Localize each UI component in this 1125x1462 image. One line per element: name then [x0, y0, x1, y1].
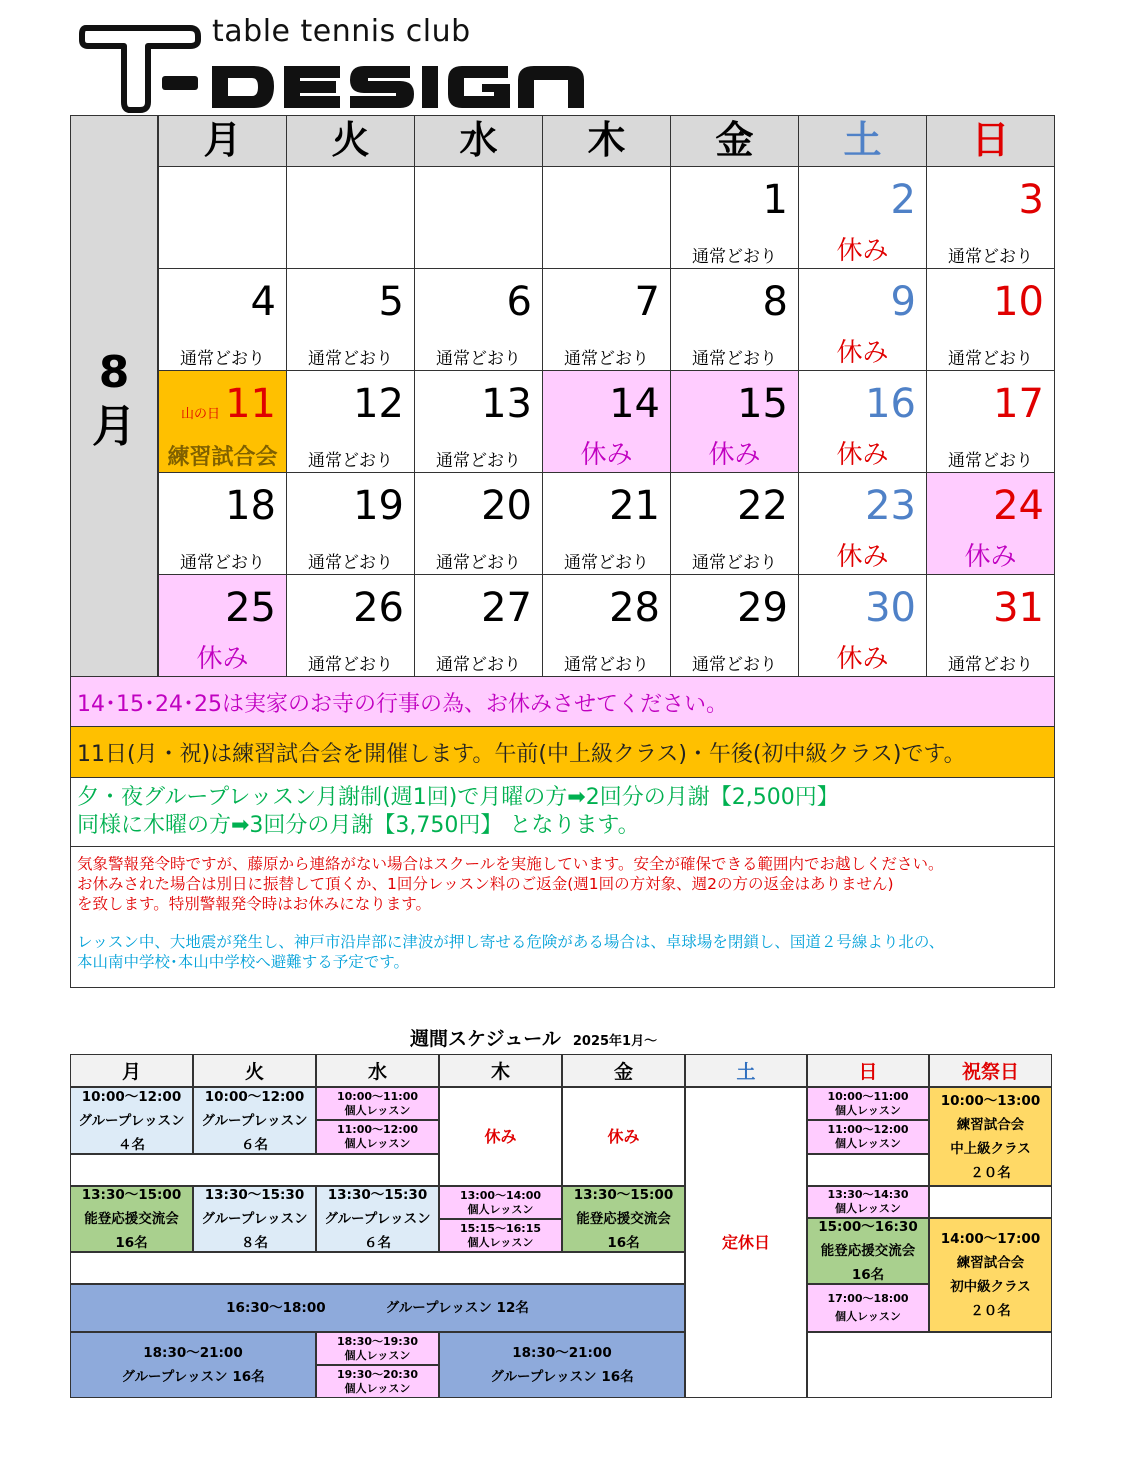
- weekday-evening-group: 16:30～18:00 グループレッスン 12名: [70, 1284, 685, 1332]
- notice-safety: [70, 847, 1055, 988]
- calendar-day-cell: [414, 472, 543, 575]
- tue-afternoon-group: 13:30～15:30 グループレッスン ８名: [193, 1186, 316, 1252]
- weekday-blank: [70, 1252, 685, 1284]
- mon-tue-night-group: 18:30～21:00 グループレッスン 16名: [70, 1332, 316, 1398]
- sun-holiday-blank: [807, 1332, 1052, 1398]
- schedule-day-header: 火: [193, 1054, 316, 1087]
- weather-warning-line-1: 気象警報発令時ですが、藤原から連絡がない場合はスクールを実施しています。安全が確保できる範囲内でお越しください。: [77, 855, 944, 873]
- thu-fri-night-group: 18:30～21:00 グループレッスン 16名: [439, 1332, 685, 1398]
- calendar-day-cell: [670, 472, 799, 575]
- weekday-header: 火: [286, 115, 415, 167]
- day-number: 22: [737, 483, 788, 529]
- schedule-since: 2025年1月～: [572, 1034, 658, 1049]
- day-status: 通常どおり: [436, 655, 521, 675]
- weather-warning-line-3: を致します。特別警報発令時はお休みになります。: [77, 895, 432, 913]
- schedule-day-header: 金: [562, 1054, 685, 1087]
- day-number: 10: [993, 279, 1044, 325]
- day-number: 20: [481, 483, 532, 529]
- calendar-day-cell: [926, 574, 1055, 677]
- day-status: 通常どおり: [308, 349, 393, 369]
- calendar-day-cell: [542, 268, 671, 371]
- calendar-day-cell: [286, 370, 415, 473]
- wed-private-1: 10:00～11:00 個人レッスン: [316, 1087, 439, 1120]
- calendar-day-cell: [158, 472, 287, 575]
- calendar-day-cell: [286, 268, 415, 371]
- thu-private-2: 15:15～16:15 個人レッスン: [439, 1219, 562, 1252]
- day-status: 通常どおり: [692, 553, 777, 573]
- day-number: 26: [353, 585, 404, 631]
- schedule-day-header: 土: [685, 1054, 807, 1087]
- calendar-day-cell: [798, 472, 927, 575]
- calendar-day-cell: [926, 166, 1055, 269]
- day-status: 休み: [196, 644, 249, 674]
- sun-private-1: 10:00～11:00 個人レッスン: [807, 1087, 929, 1120]
- weekday-header: 日: [926, 115, 1055, 167]
- sat-closed: 定休日: [685, 1087, 807, 1398]
- day-number: 4: [250, 279, 276, 325]
- holiday-match-advanced: 10:00～13:00 練習試合会 中上級クラス ２０名: [929, 1087, 1052, 1186]
- holiday-blank: [929, 1186, 1052, 1218]
- schedule-day-header: 水: [316, 1054, 439, 1087]
- day-number: 5: [378, 279, 404, 325]
- calendar-day-cell: [798, 370, 927, 473]
- calendar-day-cell: [670, 574, 799, 677]
- day-number: 16: [865, 381, 916, 427]
- day-number: 15: [737, 381, 788, 427]
- day-number: 21: [609, 483, 660, 529]
- weekday-header: 木: [542, 115, 671, 167]
- holiday-match-beginner: 14:00～17:00 練習試合会 初中級クラス ２０名: [929, 1218, 1052, 1332]
- notice-monthly-fee: [70, 778, 1055, 847]
- fee-line-2: 同様に木曜の方➡3回分の月謝【3,750円】 となります。: [77, 813, 640, 838]
- wed-private-2: 11:00～12:00 個人レッスン: [316, 1120, 439, 1154]
- day-status: 休み: [708, 440, 761, 470]
- day-status: 通常どおり: [692, 247, 777, 267]
- day-number: 9: [890, 279, 916, 325]
- day-status: 休み: [836, 440, 889, 470]
- day-number: 1: [762, 177, 788, 223]
- day-number: 25: [225, 585, 276, 631]
- day-status: 通常どおり: [948, 349, 1033, 369]
- calendar-empty-cell: [286, 166, 415, 269]
- weather-warning-line-2: お休みされた場合は別日に振替して頂くか、1回分レッスン料のご返金(週1回の方対象、週2の方の返金はありません): [77, 875, 894, 893]
- fri-morning-off: 休み: [562, 1087, 685, 1186]
- blank-slot: [70, 1154, 439, 1186]
- sun-private-3: 13:30～14:30 個人レッスン: [807, 1186, 929, 1218]
- day-status: 通常どおり: [948, 655, 1033, 675]
- calendar-empty-cell: [414, 166, 543, 269]
- day-status: 通常どおり: [564, 553, 649, 573]
- sun-blank-1: [807, 1154, 929, 1186]
- sun-private-4: 17:00～18:00 個人レッスン: [807, 1284, 929, 1332]
- day-number: 17: [993, 381, 1044, 427]
- day-number: 31: [993, 585, 1044, 631]
- schedule-day-header: 月: [70, 1054, 193, 1087]
- calendar-day-cell: [158, 268, 287, 371]
- day-status: 通常どおり: [180, 349, 265, 369]
- day-status: 通常どおり: [564, 655, 649, 675]
- wed-night-private-1: 18:30～19:30 個人レッスン: [316, 1332, 439, 1365]
- day-number: 13: [481, 381, 532, 427]
- calendar-day-cell: [926, 370, 1055, 473]
- day-number: 27: [481, 585, 532, 631]
- schedule-day-header: 祝祭日: [929, 1054, 1052, 1087]
- calendar-day-cell: [798, 166, 927, 269]
- calendar-day-cell: [542, 574, 671, 677]
- day-number: 2: [890, 177, 916, 223]
- thu-morning-off: 休み: [439, 1087, 562, 1186]
- day-status: 練習試合会: [167, 445, 278, 470]
- day-status: 通常どおり: [948, 451, 1033, 471]
- calendar-day-cell: [926, 268, 1055, 371]
- holiday-name: 山の日: [181, 407, 221, 422]
- notice-practice-match: 11日(月・祝)は練習試合会を開催します。午前(中上級クラス)・午後(初中級クラス)です。: [70, 727, 1055, 778]
- day-status: 休み: [836, 338, 889, 368]
- schedule-title: 週間スケジュール 2025年1月～: [410, 1028, 658, 1050]
- day-status: 休み: [580, 440, 633, 470]
- calendar-empty-cell: [158, 166, 287, 269]
- day-status: 通常どおり: [692, 349, 777, 369]
- schedule-day-header: 木: [439, 1054, 562, 1087]
- day-status: 通常どおり: [308, 655, 393, 675]
- notice-holiday-closure: 14･15･24･25は実家のお寺の行事の為、お休みさせてください。: [70, 677, 1055, 727]
- fri-noto-exchange: 13:30～15:00 能登応援交流会 16名: [562, 1186, 685, 1252]
- day-number: 7: [634, 279, 660, 325]
- day-status: 休み: [964, 542, 1017, 572]
- day-status: 通常どおり: [948, 247, 1033, 267]
- day-number: 6: [506, 279, 532, 325]
- calendar-day-cell: [670, 166, 799, 269]
- calendar-day-cell: [542, 370, 671, 473]
- day-number: 14: [609, 381, 660, 427]
- sun-noto-exchange: 15:00～16:30 能登応援交流会 16名: [807, 1218, 929, 1284]
- fee-line-1: 夕・夜グループレッスン月謝制(週1回)で月曜の方➡2回分の月謝【2,500円】: [77, 785, 839, 810]
- day-number: 24: [993, 483, 1044, 529]
- day-status: 通常どおり: [564, 349, 649, 369]
- day-status: 休み: [836, 542, 889, 572]
- day-number: 23: [865, 483, 916, 529]
- calendar-day-cell: [286, 472, 415, 575]
- calendar-day-cell: [926, 472, 1055, 575]
- day-number: 12: [353, 381, 404, 427]
- calendar-day-cell: [414, 574, 543, 677]
- day-status: 通常どおり: [436, 451, 521, 471]
- calendar-day-cell: [414, 370, 543, 473]
- logo-subtitle: table tennis club: [212, 14, 471, 49]
- day-status: 通常どおり: [308, 451, 393, 471]
- calendar-day-cell: [158, 574, 287, 677]
- mon-noto-exchange: 13:30～15:00 能登応援交流会 16名: [70, 1186, 193, 1252]
- calendar-empty-cell: [542, 166, 671, 269]
- day-status: 通常どおり: [692, 655, 777, 675]
- day-status: 通常どおり: [308, 553, 393, 573]
- day-number: 28: [609, 585, 660, 631]
- day-number: 11: [225, 381, 276, 427]
- day-number: 19: [353, 483, 404, 529]
- wed-afternoon-group: 13:30～15:30 グループレッスン ６名: [316, 1186, 439, 1252]
- earthquake-line-1: レッスン中、大地震が発生し、神戸市沿岸部に津波が押し寄せる危険がある場合は、卓球場を閉鎖し、国道２号線より北の、: [77, 933, 945, 951]
- weekday-header: 月: [158, 115, 287, 167]
- calendar-day-cell: [542, 472, 671, 575]
- tue-morning-group: 10:00～12:00 グループレッスン ６名: [193, 1087, 316, 1154]
- month-label: 8 月: [92, 347, 136, 452]
- wed-night-private-2: 19:30～20:30 個人レッスン: [316, 1365, 439, 1398]
- calendar-day-cell: [158, 370, 287, 473]
- calendar-day-cell: [798, 574, 927, 677]
- weekday-header: 水: [414, 115, 543, 167]
- calendar-day-cell: [798, 268, 927, 371]
- weekday-header: 土: [798, 115, 927, 167]
- calendar-day-cell: [286, 574, 415, 677]
- day-number: 8: [762, 279, 788, 325]
- calendar-day-cell: [670, 370, 799, 473]
- day-number: 30: [865, 585, 916, 631]
- day-number: 18: [225, 483, 276, 529]
- day-status: 通常どおり: [180, 553, 265, 573]
- day-status: 通常どおり: [436, 349, 521, 369]
- schedule-day-header: 日: [807, 1054, 929, 1087]
- calendar-day-cell: [670, 268, 799, 371]
- day-status: 休み: [836, 236, 889, 266]
- sun-private-2: 11:00～12:00 個人レッスン: [807, 1120, 929, 1154]
- day-number: 3: [1018, 177, 1044, 223]
- thu-private-1: 13:00～14:00 個人レッスン: [439, 1186, 562, 1219]
- mon-morning-group: 10:00～12:00 グループレッスン ４名: [70, 1087, 193, 1154]
- weekday-header: 金: [670, 115, 799, 167]
- day-number: 29: [737, 585, 788, 631]
- calendar-day-cell: [414, 268, 543, 371]
- day-status: 休み: [836, 644, 889, 674]
- earthquake-line-2: 本山南中学校･本山中学校へ避難する予定です。: [77, 953, 410, 971]
- day-status: 通常どおり: [436, 553, 521, 573]
